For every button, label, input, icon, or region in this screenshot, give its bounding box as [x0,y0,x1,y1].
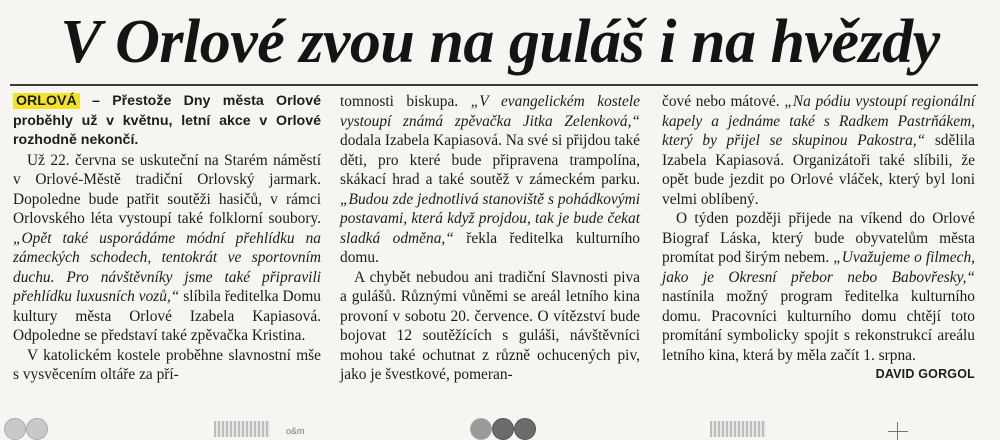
print-color-bar [710,421,766,437]
text: slíbila ředitelka Domu kultury města Orlové Izabela Kapiasová. Odpoledne se představí také zpěvačka Kristina. [13,288,321,344]
paragraph [340,92,640,268]
paragraph [13,151,321,346]
quote: „Na pódiu vystoupí regionální kapely a jednáme také s Radkem Pastrňákem, který by přijel se skupinou Pakostra,“ [662,93,975,149]
text: řekla ředitelka kulturního domu. [340,229,640,266]
registration-dot [492,418,514,440]
column-3 [662,92,975,385]
quote: „Budou zde jednotlivá stanoviště s pohádkovými postavami, která když projdou, tak je bude čekat sladká odměna,“ [340,190,640,247]
lead-paragraph [13,92,321,151]
registration-dot [26,418,48,440]
print-color-bar [214,421,270,437]
column-1 [13,92,321,385]
text: dodala Izabela Kapiasová. Na své si přijdou také děti, pro které bude připravena trampolína, skákací hrad a také soutěž v zámeckém parku. [340,132,641,188]
print-mark-label: o&m [286,426,305,436]
text: O týden později přijede na víkend do Orlové Biograf Láska, který bude obyvatelům města promítat pod širým nebem. [662,210,975,266]
quote: „V evangelickém kostele vystoupí známá zpěvačka Jitka Zelenková,“ [340,93,640,130]
column-2 [340,92,640,385]
quote: „Uvažujeme o filmech, jako je Okresní přebor nebo Babovřesky,“ [662,249,975,286]
author-byline: DAVID GORGOL [875,367,975,381]
text: Už 22. června se uskuteční na Starém náměstí v Orlové-Městě tradiční Orlovský jarmark. Dopoledne bude patřit soutěži hasičů, v rámci Orlovského léta vystoupí také folklorní soubory. [13,151,321,227]
registration-dot [514,418,536,440]
crop-mark-icon [888,422,908,440]
paragraph [662,209,975,381]
paragraph: A chybět nebudou ani tradiční Slavnosti piva a gulášů. Různými vůněmi se areál letního kina provoní v sobotu 20. července. O vítězství bude bojovat 12 soutěžících s guláši, návštěvníci mohou také ochutnat z různě ochucených piv, jako je švestkové, pomeran- [340,268,640,383]
registration-dot [470,418,492,440]
text: sdělila Izabela Kapiasová. Organizátoři také slíbili, že opět bude jezdit po Orlové vláček, který byl loni velmi oblíbený. [662,132,975,208]
paragraph: V katolickém kostele proběhne slavnostní mše s vysvěcením oltáře za pří- [13,346,321,383]
text: nastínila možný program ředitelka kulturního domu. Pracovníci kulturního domu chtějí toto promítání symbolicky spojit s rekonstrukcí areálu letního kina, která by měla začít 1. srpna. [662,288,975,364]
registration-dot [4,418,26,440]
lead-text: – Přestože Dny města Orlové proběhly už v květnu, letní akce v Orlové rozhodně nekončí. [13,93,321,148]
headline-rule [10,84,978,86]
city-dateline: ORLOVÁ [13,93,80,109]
text: tomnosti biskupa. [340,93,471,110]
article-headline: V Orlové zvou na guláš i na hvězdy [60,8,940,76]
quote: „Opět také usporádáme módní přehlídku na zámeckých schodech, tentokrát ve sportovním duchu. Pro návštěvníky jsme také připravili přehlídku luxusních vozů,“ [13,229,321,305]
text: čové nebo mátové. [662,93,785,110]
paragraph [662,92,975,209]
